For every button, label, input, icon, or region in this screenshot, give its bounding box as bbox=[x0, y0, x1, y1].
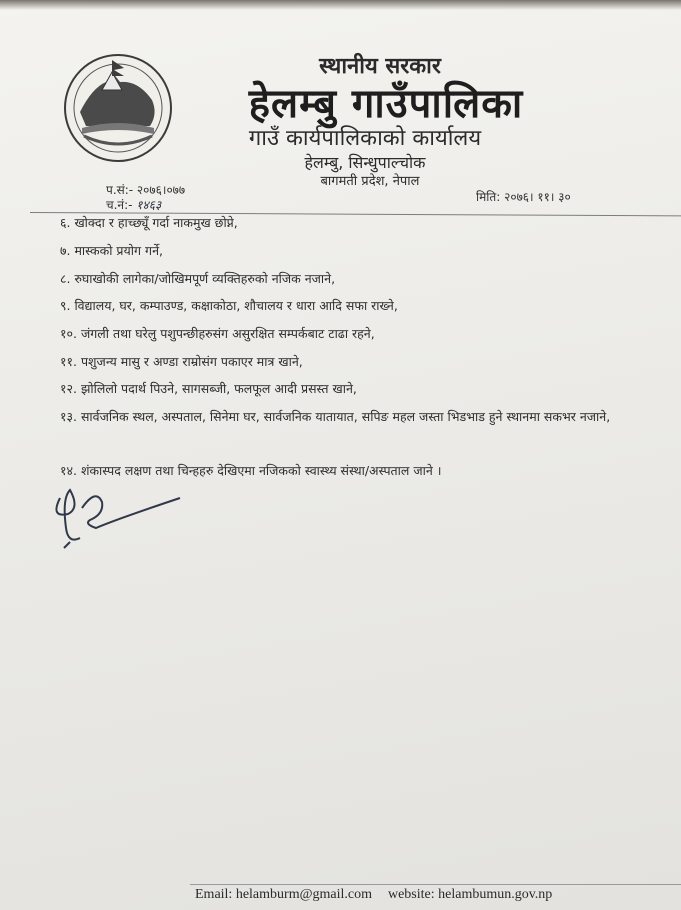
list-item: १३. सार्वजनिक स्थल, अस्पताल, सिनेमा घर, सार्वजनिक यातायात, सपिङ महल जस्ता भिडभाड हुने स्थानमा सकभर नजाने, bbox=[60, 409, 611, 424]
fiscal-year-reference: प.सं:- २०७६।०७७ bbox=[106, 183, 186, 197]
list-item: १२. झोलिलो पदार्थ पिउने, सागसब्जी, फलफूल आदी प्रसस्त खाने, bbox=[60, 381, 357, 396]
office-location: हेलम्बु, सिन्धुपाल्चोक bbox=[304, 153, 426, 172]
local-government-title: स्थानीय सरकार bbox=[319, 54, 441, 79]
dispatch-number-value: १४६३ bbox=[136, 198, 162, 212]
list-item: ११. पशुजन्य मासु र अण्डा राम्रोसंग पकाएर मात्र खाने, bbox=[60, 354, 303, 369]
province-country: बागमती प्रदेश, नेपाल bbox=[320, 174, 420, 189]
dispatch-number bbox=[106, 196, 161, 213]
list-item: ६. खोक्दा र हाच्छ्यूँ गर्दा नाकमुख छोप्ने, bbox=[60, 215, 238, 230]
list-item: ८. रुघाखोकी लागेका/जोखिमपूर्ण व्यक्तिहरुको नजिक नजाने, bbox=[60, 271, 336, 286]
footer-website: website: helambumun.gov.np bbox=[387, 887, 553, 902]
municipality-emblem-icon bbox=[62, 52, 174, 164]
list-item: ७. मास्कको प्रयोग गर्ने, bbox=[60, 243, 163, 258]
footer-contact bbox=[195, 887, 681, 903]
dispatch-number-label: च.नं:- bbox=[106, 198, 133, 212]
letter-date: मिति: २०७६। ११। ३० bbox=[476, 190, 571, 204]
list-item: १०. जंगली तथा घरेलु पशुपन्छीहरुसंग असुरक्षित सम्पर्कबाट टाढा रहने, bbox=[60, 326, 375, 341]
list-item: १४. शंकास्पद लक्षण तथा चिन्हहरु देखिएमा नजिकको स्वास्थ्य संस्था/अस्पताल जाने । bbox=[60, 463, 442, 478]
footer-divider bbox=[190, 884, 681, 885]
page-edge-shadow bbox=[0, 0, 681, 10]
signature-icon bbox=[40, 468, 190, 558]
list-item: ९. विद्यालय, घर, कम्पाउण्ड, कक्षाकोठा, शौचालय र धारा आदि सफा राख्ने, bbox=[60, 298, 398, 313]
office-name: गाउँ कार्यपालिकाको कार्यालय bbox=[248, 126, 482, 151]
municipality-name: हेलम्बु गाउँपालिका bbox=[248, 81, 524, 127]
footer-email: Email: helamburm@gmail.com bbox=[195, 887, 372, 902]
